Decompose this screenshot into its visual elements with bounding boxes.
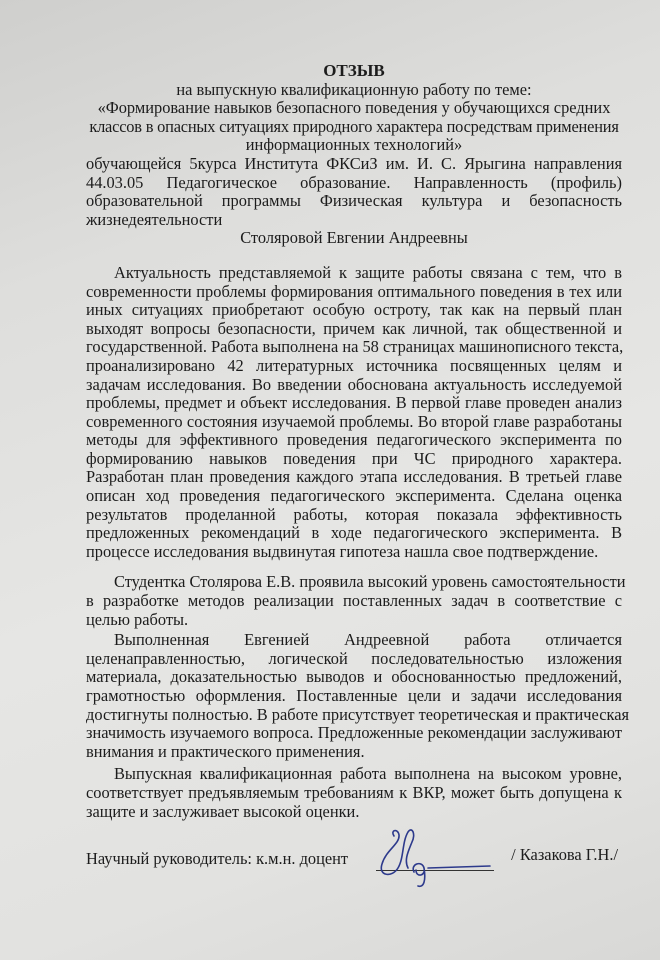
paragraph-line: современности проблемы формирования оптимального поведения в тех или bbox=[86, 281, 622, 301]
paragraph-line: проанализировано 42 литературных источника посвященных целям и bbox=[86, 355, 622, 375]
paragraph-line: государственной. Работа выполнена на 58 страницах машинописного текста, bbox=[86, 337, 624, 357]
student-info-line: обучающейся 5курса Института ФКСиЗ им. И. С. Ярыгина направления bbox=[86, 153, 622, 173]
paragraph-line: защите и заслуживает высокой оценки. bbox=[86, 801, 360, 821]
paragraph-line: Выполненная Евгенией Андреевной работа отличается bbox=[114, 630, 622, 650]
paragraph-line: материала, доказательностью выводов и обоснованностью предложений, bbox=[86, 667, 622, 687]
topic-line: классов в опасных ситуациях природного характера посредствам применения bbox=[89, 116, 619, 136]
student-info-line: 44.03.05 Педагогическое образование. Направленность (профиль) bbox=[86, 172, 622, 192]
student-info-line: образовательной программы Физическая культура и безопасность bbox=[86, 191, 622, 211]
supervisor-label: Научный руководитель: к.м.н. доцент bbox=[86, 849, 349, 868]
paragraph-line: методы для эффективного проведения педагогического эксперимента по bbox=[86, 430, 622, 450]
paragraph-line: в разработке методов реализации поставленных задач в соответствие с bbox=[86, 591, 622, 611]
student-info-line: жизнедеятельности bbox=[86, 209, 223, 229]
paragraph-line: задачам исследования. Во введении обоснована актуальность исследуемой bbox=[86, 374, 622, 394]
supervisor-name: / Казакова Г.Н./ bbox=[511, 845, 618, 864]
paragraph-line: грамотностью оформления. Поставленные цели и задачи исследования bbox=[86, 686, 622, 705]
document-subtitle: на выпускную квалификационную работу по теме: bbox=[176, 79, 532, 99]
topic-line: «Формирование навыков безопасного поведения у обучающихся средних bbox=[97, 98, 611, 118]
review-document bbox=[86, 61, 630, 821]
topic-line: информационных технологий» bbox=[245, 135, 463, 155]
paragraph-line: описан ход проведения педагогического эксперимента. Сделана оценка bbox=[86, 486, 622, 506]
paragraph-line: значимость изучаемого вопроса. Предложенные рекомендации заслуживают bbox=[86, 723, 622, 743]
paragraph-relevance bbox=[86, 264, 622, 562]
paragraph-line: иных ситуациях приобретают особую остроту, так как на первый план bbox=[86, 300, 622, 320]
paragraph-line: проблемы, предмет и объект исследования. В первой главе проведен анализ bbox=[86, 393, 622, 413]
document-title: ОТЗЫВ bbox=[323, 61, 385, 80]
paragraph-line: целью работы. bbox=[86, 609, 189, 629]
paragraph-line: Разработан план проведения каждого этапа исследования. В третьей главе bbox=[86, 467, 622, 487]
paragraph-line: целенаправленностью, логической последовательностью изложения bbox=[86, 648, 622, 668]
paragraph-line: результатов проделанной работы, которая показала эффективность bbox=[86, 504, 622, 524]
paragraph-line: соответствует предъявляемым требованиям к ВКР, может быть допущена к bbox=[86, 782, 622, 802]
paragraph-quality bbox=[86, 630, 630, 761]
signature-block bbox=[86, 845, 622, 880]
paragraph-line: Выпускная квалификационная работа выполнена на высоком уровне, bbox=[114, 764, 622, 784]
paragraph-line: внимания и практического применения. bbox=[86, 741, 365, 761]
paragraph-independence bbox=[86, 572, 626, 629]
paragraph-line: предложенных рекомендаций в ходе педагогического эксперимента. В bbox=[86, 523, 622, 543]
paragraph-line: Актуальность представляемой к защите работы связана с тем, что в bbox=[114, 262, 622, 282]
student-name: Столяровой Евгении Андреевны bbox=[240, 228, 468, 248]
handwritten-signature bbox=[372, 820, 502, 890]
paragraph-line: выходят вопросы безопасности, причем как личной, так общественной и bbox=[86, 318, 622, 338]
paragraph-line: Студентка Столярова Е.В. проявила высокий уровень самостоятельности bbox=[114, 572, 626, 592]
paragraph-line: формированию навыков поведения при ЧС природного характера. bbox=[86, 448, 622, 468]
paragraph-line: процессе исследования выдвинутая гипотеза нашла свое подтверждение. bbox=[86, 541, 599, 561]
paragraph-line: современного состояния изучаемой проблемы. Во второй главе разработаны bbox=[86, 411, 622, 431]
paragraph-conclusion bbox=[86, 765, 622, 821]
paragraph-line: достигнуты полностью. В работе присутствует теоретическая и практическая bbox=[86, 704, 630, 724]
